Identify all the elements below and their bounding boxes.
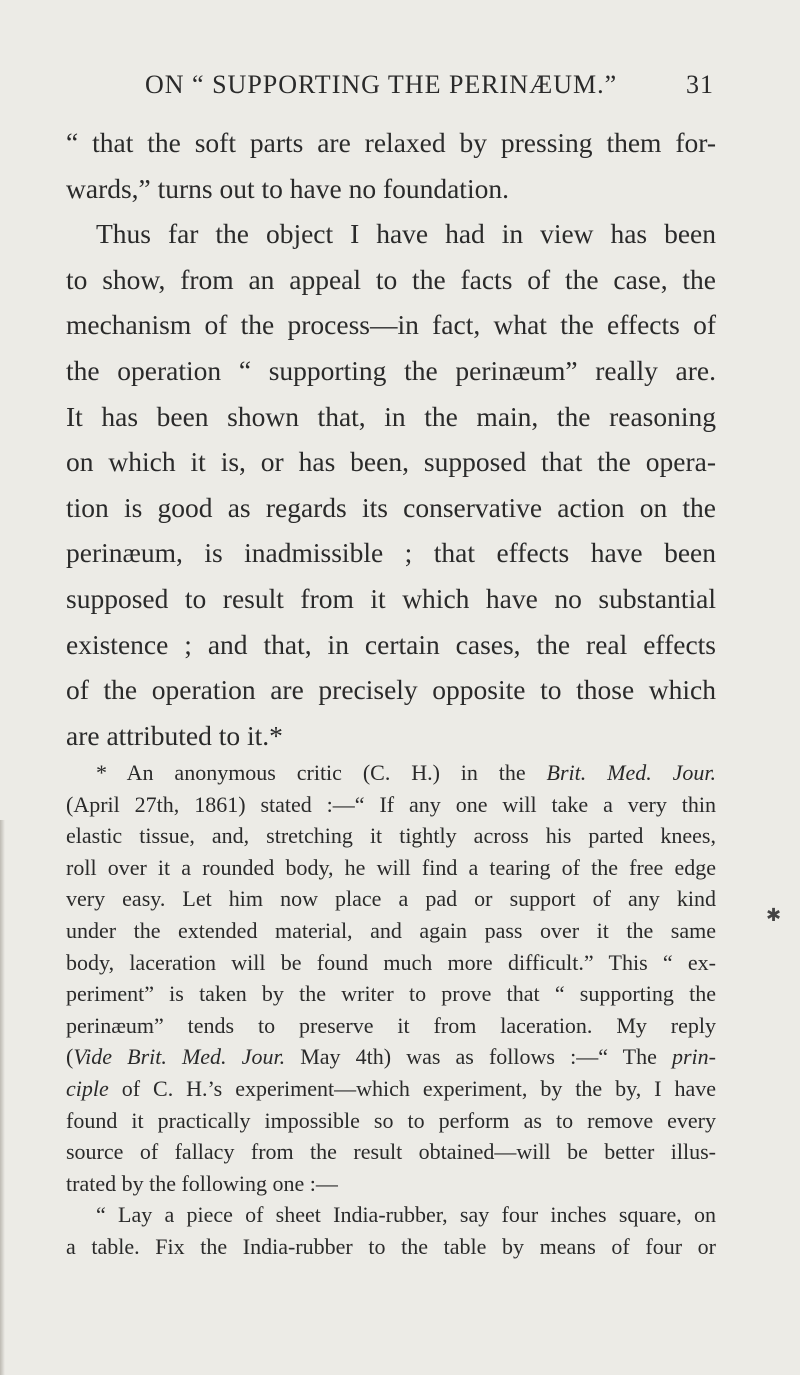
- body-line: existence ; and that, in certain cases, the real effects: [66, 628, 716, 660]
- running-title: ON “ SUPPORTING THE PERINÆUM.”: [145, 70, 618, 99]
- footnote-line: body, laceration will be found much more difficult.” This “ ex-: [66, 949, 716, 975]
- footnote-line: “ Lay a piece of sheet India-rubber, say four inches square, on: [96, 1202, 716, 1228]
- footnote-line: very easy. Let him now place a pad or support of any kind: [66, 886, 716, 912]
- footnote-line: found it practically impossible so to perform as to remove every: [66, 1107, 716, 1133]
- body-line: tion is good as regards its conservative action on the: [66, 491, 716, 523]
- footnote: [66, 757, 716, 1263]
- binding-shadow: [0, 820, 5, 1375]
- footnote-line: roll over it a rounded body, he will find a tearing of the free edge: [66, 854, 716, 880]
- footnote-line: * An anonymous critic (C. H.) in the Brit. Med. Jour.: [96, 760, 717, 785]
- body-text: [66, 120, 716, 758]
- body-line: mechanism of the process—in fact, what the effects of: [66, 309, 716, 341]
- body-line: Thus far the object I have had in view has been: [96, 218, 716, 250]
- footnote-line: under the extended material, and again pass over it the same: [66, 917, 716, 943]
- body-line: to show, from an appeal to the facts of the case, the: [66, 263, 716, 295]
- page-number: 31: [686, 70, 714, 99]
- body-line: the operation “ supporting the perinæum” really are.: [66, 354, 716, 386]
- footnote-line: a table. Fix the India-rubber to the table by means of four or: [66, 1233, 716, 1259]
- footnote-line: ciple of C. H.’s experiment—which experiment, by the by, I have: [66, 1075, 716, 1101]
- body-line: It has been shown that, in the main, the reasoning: [66, 400, 716, 432]
- body-line: of the operation are precisely opposite to those which: [66, 674, 716, 706]
- footnote-line: trated by the following one :—: [66, 1170, 338, 1196]
- footnote-line: periment” is taken by the writer to prove that “ supporting the: [66, 981, 716, 1007]
- footnote-line: elastic tissue, and, stretching it tightly across his parted knees,: [66, 823, 716, 849]
- body-line: wards,” turns out to have no foundation.: [66, 172, 509, 204]
- body-line: “ that the soft parts are relaxed by pressing them for-: [66, 127, 716, 158]
- body-line: perinæum, is inadmissible ; that effects have been: [66, 537, 716, 569]
- footnote-line: (Vide Brit. Med. Jour. May 4th) was as follows :—“ The prin-: [66, 1044, 716, 1070]
- body-line: are attributed to it.*: [66, 719, 283, 751]
- footnote-line: source of fallacy from the result obtained—will be better illus-: [66, 1139, 716, 1165]
- body-line: on which it is, or has been, supposed that the opera-: [66, 446, 716, 478]
- page-header: [0, 70, 800, 110]
- footnote-line: perinæum” tends to preserve it from laceration. My reply: [66, 1012, 716, 1038]
- margin-asterisk-mark: ✱: [766, 905, 782, 925]
- body-line: supposed to result from it which have no substantial: [66, 582, 716, 614]
- footnote-line: (April 27th, 1861) stated :—“ If any one will take a very thin: [66, 791, 716, 817]
